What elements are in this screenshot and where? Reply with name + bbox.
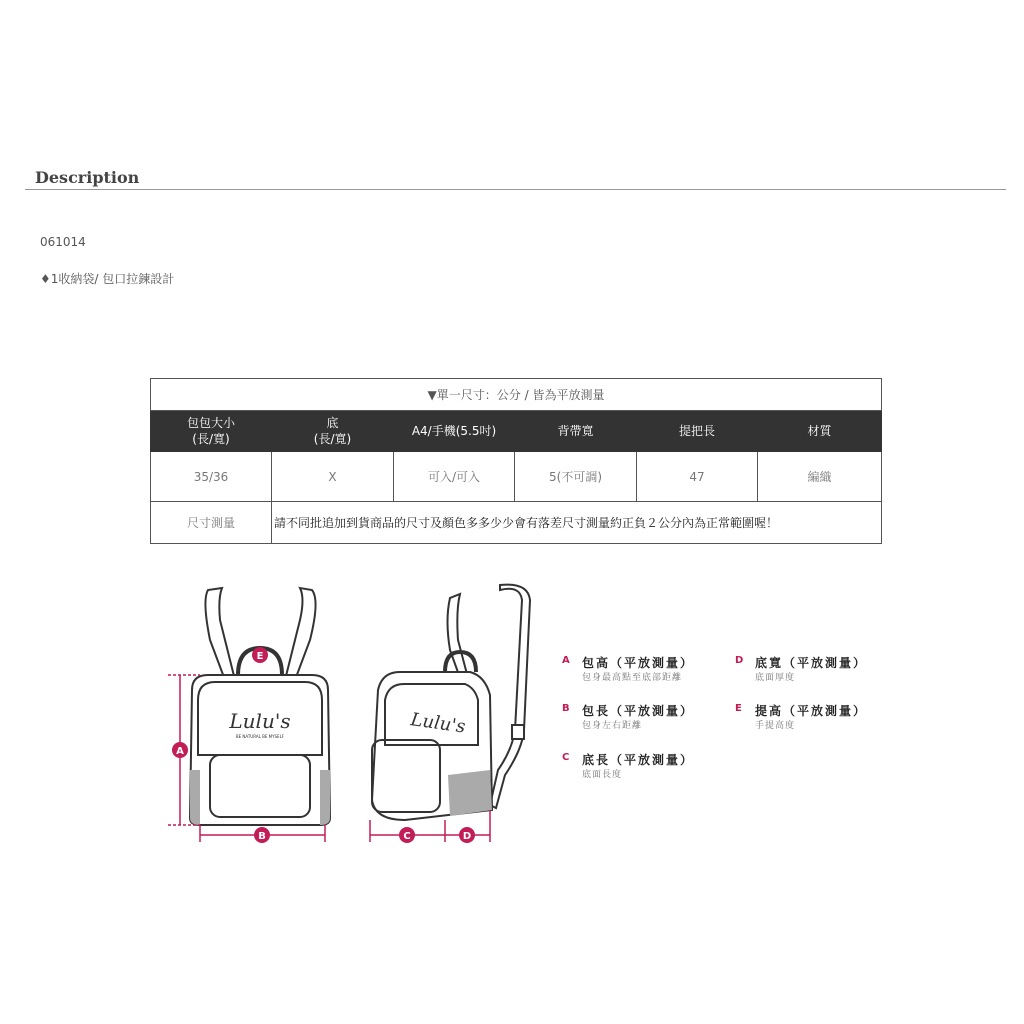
legend-title: 底寬（平放測量） [755,656,868,670]
value-handle-length: 47 [637,452,758,502]
legend-title: 包高（平放測量） [582,656,695,670]
legend-title: 提高（平放測量） [755,704,868,718]
header-material: 材質 [758,411,882,452]
note-text: 請不同批追加到貨商品的尺寸及顏色多多少少會有落差尺寸測量約正負２公分內為正常範圍喔！ [272,502,882,544]
header-base: 底 (長/寬) [272,411,394,452]
size-table-caption: ▼單一尺寸：公分 / 皆為平放測量 [151,379,882,411]
product-code: 061014 [40,235,86,249]
value-bag-size: 35/36 [151,452,272,502]
value-material: 編織 [758,452,882,502]
size-table-header-row [151,411,882,452]
front-view-backpack [190,588,330,825]
legend-subtitle: 包身最高點至底部距離 [582,673,683,683]
size-table [150,378,882,544]
marker-d [459,827,475,843]
marker-c [399,827,415,843]
value-base: X [272,452,394,502]
legend-subtitle: 底面長度 [582,770,623,780]
marker-b [254,827,270,843]
size-table-note-row [151,502,882,544]
svg-text:C: C [403,831,411,842]
svg-text:B: B [258,831,266,842]
value-strap-width: 5(不可調) [515,452,637,502]
legend-letter: C [562,752,570,763]
marker-a [172,742,188,758]
svg-text:A: A [176,746,184,757]
svg-text:D: D [462,831,472,842]
legend-letter: B [562,703,570,714]
header-a4-phone: A4/手機(5.5吋) [394,411,515,452]
side-view-backpack [372,585,530,820]
marker-e [252,647,268,663]
description-heading: Description [35,168,140,187]
note-label: 尺寸測量 [151,502,272,544]
size-table-value-row [151,452,882,502]
size-table-caption-row [151,379,882,411]
value-a4-phone: 可入/可入 [394,452,515,502]
strap-buckle-icon [512,725,524,739]
header-bag-size: 包包大小 (長/寬) [151,411,272,452]
svg-text:E: E [256,651,264,662]
legend-subtitle: 手提高度 [755,721,796,731]
side-brand-logo: Lulu's [409,709,467,738]
product-feature: ♦1收納袋/ 包口拉鍊設計 [40,272,175,286]
header-handle-length: 提把長 [637,411,758,452]
legend-letter: E [735,703,742,714]
front-brand-logo: Lulu's [229,709,291,733]
legend-letter: D [735,655,744,666]
description-divider [25,189,1006,190]
legend-subtitle: 包身左右距離 [582,721,643,731]
front-brand-tagline: BE NATURAL BE MYSELF [235,734,285,739]
legend-title: 包長（平放測量） [582,704,695,718]
legend-letter: A [562,655,570,666]
legend-subtitle: 底面厚度 [755,673,796,683]
legend-title: 底長（平放測量） [582,753,695,767]
header-strap-width: 背帶寬 [515,411,637,452]
